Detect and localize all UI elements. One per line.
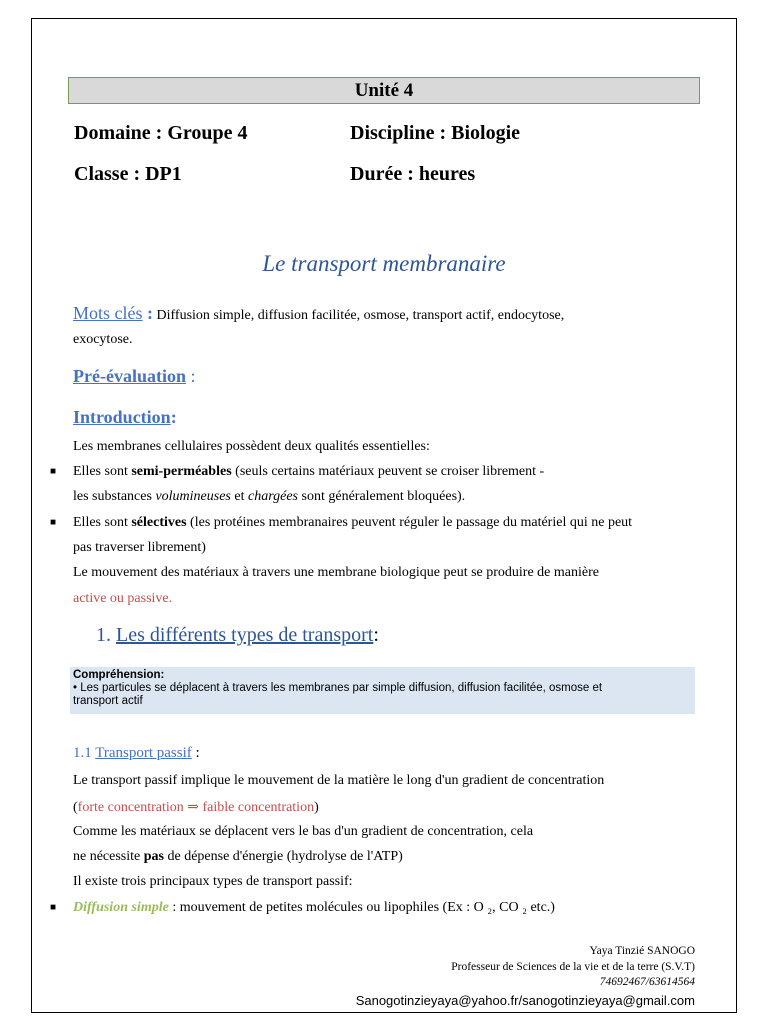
- intro-bullet-2-line2: pas traverser librement): [73, 540, 206, 555]
- introduction-colon: :: [170, 407, 177, 427]
- section-1-heading: [96, 624, 379, 647]
- mots-cles-text-2: exocytose.: [73, 332, 133, 347]
- intro-bullet-1-l2-a: les substances: [73, 489, 156, 504]
- intro-bullet-1-l2-it2: chargées: [247, 489, 299, 504]
- passive-paragraph-4-a: ne nécessite: [73, 849, 144, 864]
- classe: Classe : DP1: [74, 163, 182, 185]
- comprehension-line-1: • Les particules se déplacent à travers les membranes par simple diffusion, diffusion facilitée, osmose et: [73, 682, 603, 694]
- pre-evaluation-heading: Pré-évaluation: [73, 366, 186, 386]
- comprehension-line-2: transport actif: [73, 695, 143, 707]
- introduction-heading: Introduction: [73, 407, 171, 427]
- intro-bullet-1: [73, 464, 544, 480]
- bullet-icon: ■: [50, 466, 57, 477]
- footer-email: Sanogotinzieyaya@yahoo.fr/sanogotinzieyaya@gmail.com: [355, 993, 695, 1008]
- introduction-line: [73, 407, 177, 428]
- intro-bullet-1-l2-c: sont généralement bloquées).: [298, 489, 466, 504]
- passive-paragraph-4-b: de dépense d'énergie (hydrolyse de l'ATP): [163, 849, 403, 864]
- comprehension-box: [70, 667, 695, 714]
- passive-paragraph-2-open: (: [73, 800, 78, 815]
- mots-cles-text: Diffusion simple, diffusion facilitée, osmose, transport actif, endocytose,: [153, 308, 565, 323]
- intro-bullet-1-l2-b: et: [230, 489, 248, 504]
- intro-paragraph-2-red: active ou passive.: [73, 591, 173, 606]
- bullet-icon: ■: [50, 517, 57, 528]
- page-title: Le transport membranaire: [262, 251, 506, 276]
- intro-bullet-1-b: (seuls certains matériaux peuvent se croiser librement -: [231, 464, 545, 479]
- intro-paragraph-1: Les membranes cellulaires possèdent deux qualités essentielles:: [73, 439, 430, 454]
- intro-bullet-2-b: (les protéines membranaires peuvent réguler le passage du matériel qui ne peut: [186, 515, 633, 530]
- passive-paragraph-4: [73, 849, 403, 865]
- intro-bullet-2: [73, 515, 632, 531]
- intro-bullet-1-l2-it1: volumineuses: [155, 489, 231, 504]
- intro-bullet-1-bold: semi-perméables: [131, 464, 232, 479]
- passive-paragraph-5: Il existe trois principaux types de transport passif:: [73, 874, 353, 889]
- passive-paragraph-1: Le transport passif implique le mouvement de la matière le long d'un gradient de concentration: [73, 773, 605, 788]
- passive-paragraph-2-red: forte concentration ⇒ faible concentration: [77, 800, 315, 815]
- footer-phone: 74692467/63614564: [599, 976, 695, 988]
- footer-name: Yaya Tinzié SANOGO: [589, 945, 695, 957]
- passive-paragraph-3: Comme les matériaux se déplacent vers le bas d'un gradient de concentration, cela: [73, 824, 534, 839]
- diffusion-simple-term: Diffusion simple: [73, 900, 169, 915]
- diffusion-simple-text: : mouvement de petites molécules ou lipophiles (Ex : O ₂, CO ₂ etc.): [168, 900, 555, 915]
- section-1-colon: :: [373, 624, 379, 646]
- section-1-number: 1.: [96, 624, 116, 646]
- section-1-1-label: Transport passif: [95, 745, 192, 761]
- diffusion-simple-bullet: [73, 900, 555, 916]
- mots-cles-heading: Mots clés: [73, 303, 143, 323]
- unit-header: Unité 4: [68, 77, 700, 104]
- footer-role: Professeur de Sciences de la vie et de la terre (S.V.T): [451, 961, 695, 973]
- section-1-label: Les différents types de transport: [116, 624, 374, 646]
- section-1-1-number: 1.1: [73, 745, 96, 761]
- domaine: Domaine : Groupe 4: [74, 122, 248, 144]
- duree: Durée : heures: [350, 163, 476, 185]
- intro-bullet-1-line2: [73, 489, 465, 505]
- mots-cles-line: [73, 303, 564, 324]
- section-1-1-colon: :: [191, 745, 200, 761]
- section-1-1-heading: [73, 745, 200, 762]
- pre-evaluation-colon: :: [185, 366, 196, 386]
- intro-paragraph-2: Le mouvement des matériaux à travers une membrane biologique peut se produire de manière: [73, 565, 599, 580]
- passive-paragraph-2: [73, 799, 319, 816]
- passive-paragraph-2-close: ): [314, 800, 319, 815]
- passive-paragraph-4-bold: pas: [143, 849, 164, 864]
- intro-bullet-2-a: Elles sont: [73, 515, 132, 530]
- bullet-icon: ■: [50, 902, 57, 913]
- intro-bullet-2-bold: sélectives: [131, 515, 187, 530]
- pre-evaluation-line: [73, 366, 196, 387]
- mots-cles-colon: :: [142, 303, 153, 323]
- comprehension-label: Compréhension:: [73, 669, 165, 681]
- intro-bullet-1-a: Elles sont: [73, 464, 132, 479]
- discipline: Discipline : Biologie: [350, 122, 520, 144]
